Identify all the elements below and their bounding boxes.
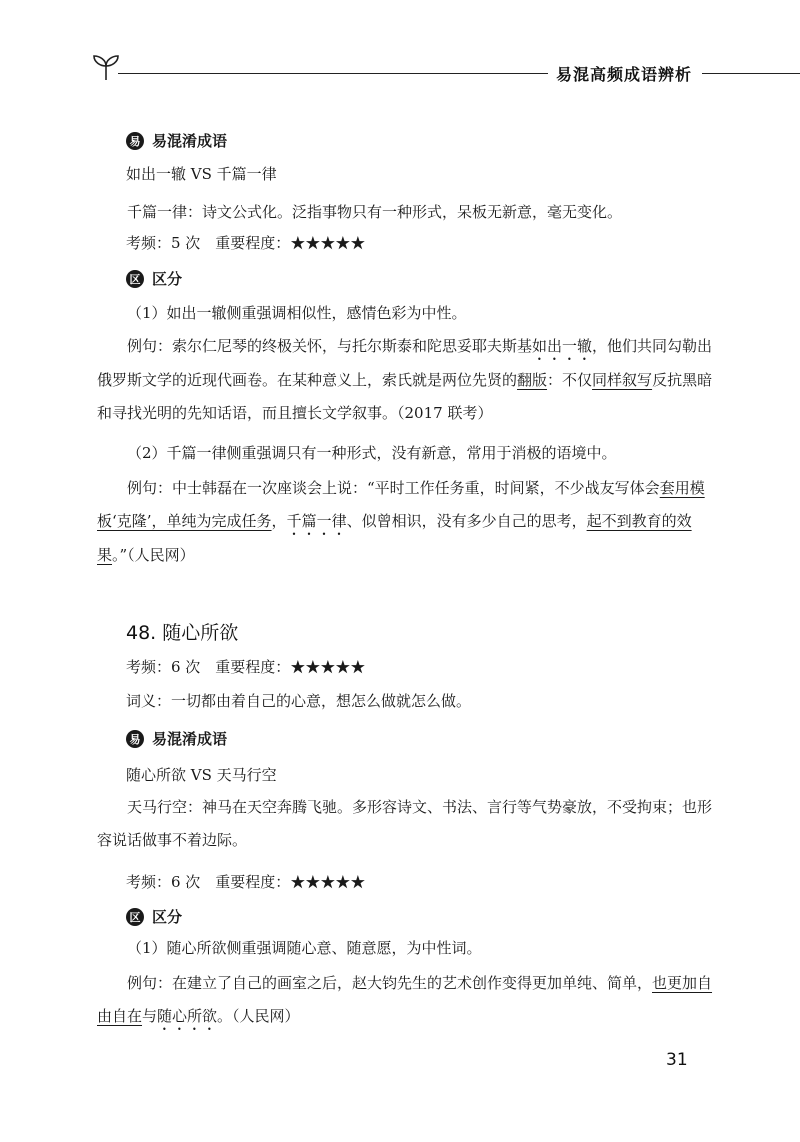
definition-text: 千篇一律：诗文公式化。泛指事物只有一种形式，呆板无新意，毫无变化。 <box>127 203 623 221</box>
example-1-idiom: 如出一辙 <box>532 337 593 355</box>
point-2: （2）千篇一律侧重强调只有一种形式，没有新意，常用于消极的语境中。 <box>127 444 617 462</box>
sprout-icon <box>90 52 122 82</box>
header-rule-left <box>118 73 548 74</box>
compare-line-48: 随心所欲 VS 天马行空 <box>126 766 277 784</box>
compare-line: 如出一辙 VS 千篇一律 <box>126 165 277 183</box>
example-1-text-a: 例句：索尔仁尼琴的终极关怀，与托尔斯泰和陀思妥耶夫斯基 <box>127 337 533 355</box>
example-2-underline-2: 起不到教育的效果 <box>97 512 692 564</box>
distinguish-bullet-icon: 区 <box>126 270 144 288</box>
example-1-underline-2: 同样叙写 <box>592 371 653 389</box>
confusable-heading <box>126 130 227 151</box>
confusable-heading-label: 易混淆成语 <box>152 730 228 748</box>
example-1-text-b: ，他们共同勾勒出俄罗斯文学的近现代画卷。在某种意义上，索氏就是两位先贤的 <box>97 337 713 389</box>
example-2-text-d: 。”（人民网） <box>112 546 195 564</box>
example-1-underline-1: 翻版 <box>517 371 548 389</box>
distinguish-heading-label: 区分 <box>152 908 183 926</box>
distinguish-heading <box>126 268 182 289</box>
frequency-line: 考频：5 次 重要程度：★★★★★ <box>126 234 366 252</box>
example-2-text-c: 、似曾相识，没有多少自己的思考， <box>346 512 587 530</box>
example-2-underline: 套用模板‘克隆’，单纯为完成任务 <box>97 479 705 530</box>
distinguish-bullet-icon: 区 <box>126 908 144 926</box>
page-number: 31 <box>666 1050 688 1070</box>
example-2 <box>97 472 719 572</box>
example-48-idiom: 随心所欲 <box>157 1007 218 1025</box>
example-48-text-c: 。（人民网） <box>217 1007 300 1025</box>
example-2-idiom: 千篇一律 <box>286 512 347 530</box>
example-1 <box>97 330 719 430</box>
definition-text-48: 天马行空：神马在天空奔腾飞驰。多形容诗文、书法、言行等气势豪放，不受拘束；也形容说话做事不着边际。 <box>97 798 713 849</box>
distinguish-heading-48 <box>126 906 182 927</box>
header-title: 易混高频成语辨析 <box>556 65 693 84</box>
example-2-text-a: 例句：中士韩磊在一次座谈会上说：“平时工作任务重，时间紧，不少战友写体会 <box>127 479 660 497</box>
example-1-text-d: 反抗黑暗和寻找光明的先知话语，而且擅长文学叙事。（2017 联考） <box>97 371 713 422</box>
idiom-48-title: 48. 随心所欲 <box>126 622 239 644</box>
idiom-48-frequency: 考频：6 次 重要程度：★★★★★ <box>126 658 366 676</box>
point-1: （1）如出一辙侧重强调相似性，感情色彩为中性。 <box>127 304 467 322</box>
distinguish-heading-label: 区分 <box>152 270 183 288</box>
header-rule-right <box>702 73 800 74</box>
frequency-line-48: 考频：6 次 重要程度：★★★★★ <box>126 873 366 891</box>
confusable-bullet-icon: 易 <box>126 132 144 150</box>
example-1-48 <box>97 967 719 1034</box>
example-1-text-c: ：不仅 <box>547 371 593 389</box>
confusable-heading-48 <box>126 728 227 749</box>
example-2-text-b: ， <box>271 512 287 530</box>
example-48-text-b: 与 <box>142 1007 158 1025</box>
example-48-underline: 也更加自由自在 <box>97 974 713 1025</box>
confusable-heading-label: 易混淆成语 <box>152 132 228 150</box>
idiom-48-meaning: 词义：一切都由着自己的心意，想怎么做就怎么做。 <box>126 692 472 710</box>
example-48-text-a: 例句：在建立了自己的画室之后，赵大钧先生的艺术创作变得更加单纯、简单， <box>127 974 653 992</box>
point-1-48: （1）随心所欲侧重强调随心意、随意愿，为中性词。 <box>127 939 482 957</box>
confusable-bullet-icon: 易 <box>126 730 144 748</box>
